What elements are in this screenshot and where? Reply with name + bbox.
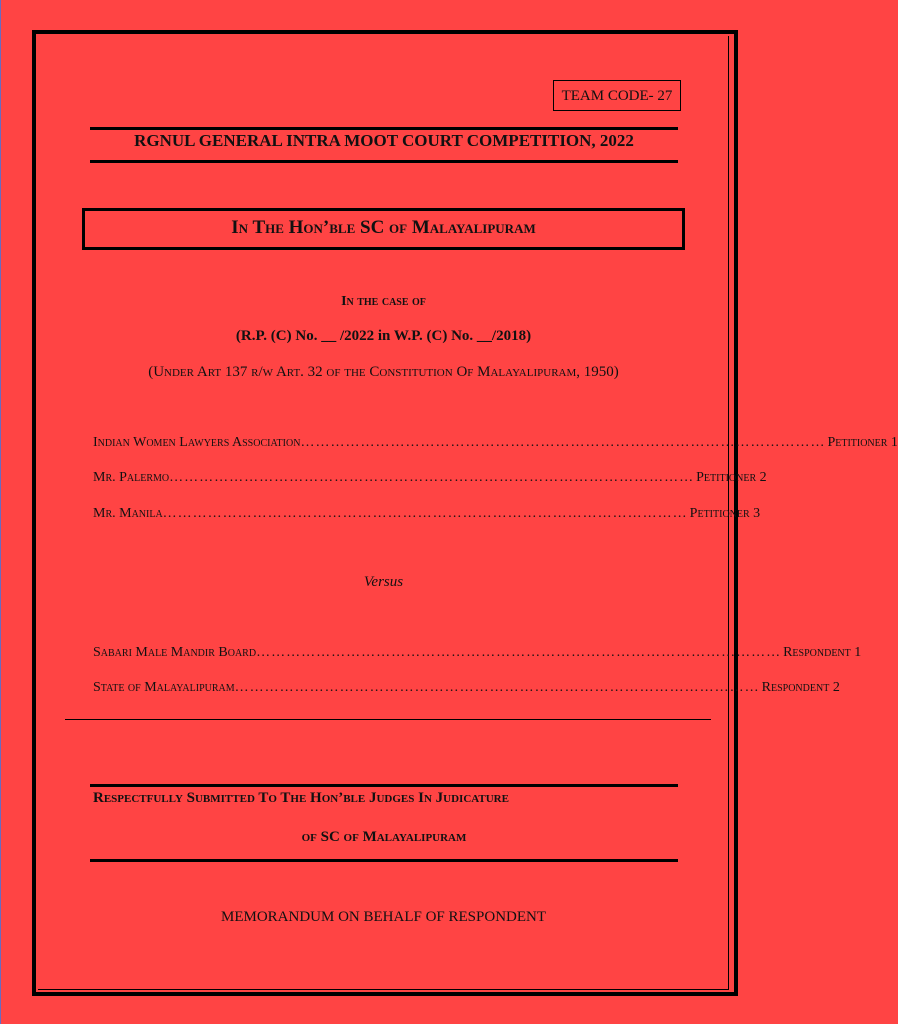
party-name: Indian Women Lawyers Association <box>93 435 301 450</box>
page-edge <box>0 0 1 1024</box>
leader-dots: …………………………………………………………………………………………… <box>234 680 760 695</box>
party-row-respondent-2 <box>93 680 840 696</box>
team-code-box: TEAM CODE- 27 <box>553 80 681 111</box>
submitted-rule-top <box>90 784 678 787</box>
leader-dots: …………………………………………………………………………………………… <box>300 435 826 450</box>
party-name: Mr. Manila <box>93 506 163 521</box>
party-role: Respondent 2 <box>761 680 840 695</box>
party-name: State of Malayalipuram <box>93 680 235 695</box>
party-role: Respondent 1 <box>783 645 862 660</box>
competition-title: RGNUL GENERAL INTRA MOOT COURT COMPETITION, 2022 <box>134 131 634 150</box>
party-role: Petitioner 3 <box>689 506 761 521</box>
party-row-petitioner-2 <box>93 470 767 486</box>
under-article: (Under Art 137 r/w Art. 32 of the Constitution Of Malayalipuram, 1950) <box>148 364 619 380</box>
party-row-petitioner-1 <box>93 435 898 451</box>
submitted-line-2: of SC of Malayalipuram <box>301 829 467 845</box>
party-name: Sabari Male Mandir Board <box>93 645 257 660</box>
memorandum-label: MEMORANDUM ON BEHALF OF RESPONDENT <box>220 909 547 925</box>
case-number: (R.P. (C) No. __ /2022 in W.P. (C) No. __/2018) <box>235 328 532 344</box>
submitted-rule-bottom <box>90 859 678 862</box>
section-divider <box>65 719 711 720</box>
title-rule-bottom <box>90 160 678 163</box>
leader-dots: …………………………………………………………………………………………… <box>256 645 782 660</box>
party-name: Mr. Palermo <box>93 470 170 485</box>
party-row-respondent-1 <box>93 645 862 661</box>
court-title-box <box>82 208 685 250</box>
submitted-line-1: Respectfully Submitted To The Hon’ble Judges In Judicature <box>93 790 509 806</box>
party-role: Petitioner 1 <box>827 435 898 450</box>
court-title: In The Hon’ble SC of Malayalipuram <box>231 217 536 238</box>
case-of-label: In the case of <box>341 294 426 309</box>
versus-label: Versus <box>363 574 404 590</box>
leader-dots: …………………………………………………………………………………………… <box>169 470 695 485</box>
leader-dots: …………………………………………………………………………………………… <box>162 506 688 521</box>
party-role: Petitioner 2 <box>696 470 767 485</box>
party-row-petitioner-3 <box>93 506 761 522</box>
